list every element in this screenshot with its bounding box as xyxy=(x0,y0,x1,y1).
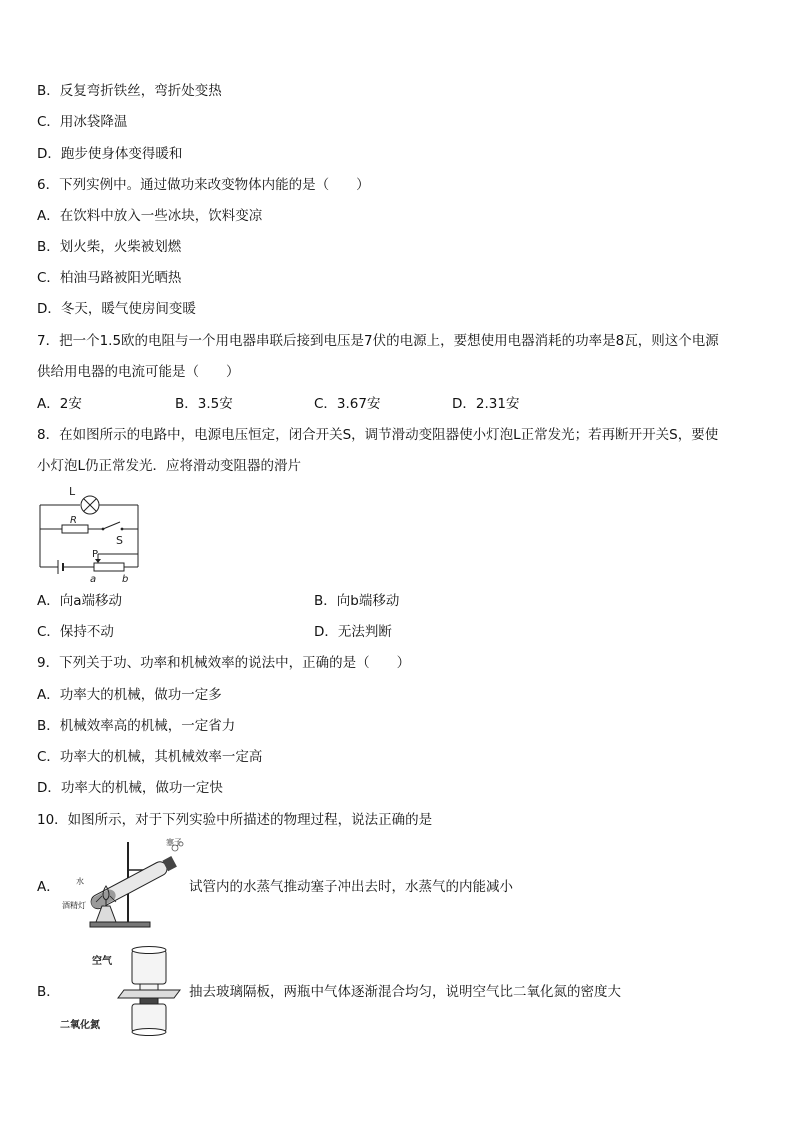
q10-gas-diffusion-figure xyxy=(58,944,188,1038)
prev-option-b: B．反复弯折铁丝，弯折处变热 xyxy=(37,83,222,99)
label-resistor: R xyxy=(70,515,77,526)
bottom-bottle-shape xyxy=(132,1004,166,1032)
q6-option-d: D．冬天，暖气使房间变暖 xyxy=(37,301,196,317)
switch-symbol xyxy=(103,522,120,529)
q6-option-b: B．划火柴，火柴被划燃 xyxy=(37,239,182,255)
q9-option-b: B．机械效率高的机械，一定省力 xyxy=(37,718,236,734)
q10-option-b-text: 抽去玻璃隔板，两瓶中气体逐渐混合均匀，说明空气比二氧化氮的密度大 xyxy=(189,984,621,1000)
q10-option-a-text: 试管内的水蒸气推动塞子冲出去时，水蒸气的内能减小 xyxy=(189,879,513,895)
label-stopper: 塞子 xyxy=(166,838,182,847)
prev-option-d: D．跑步使身体变得暖和 xyxy=(37,146,183,162)
prev-option-c: C．用冰袋降温 xyxy=(37,114,128,130)
label-end-a: a xyxy=(90,574,97,585)
top-bottle-shape xyxy=(132,950,166,984)
q8-option-a: A．向a端移动 xyxy=(37,593,123,609)
label-nitrogen-dioxide: 二氧化氮 xyxy=(60,1020,100,1031)
q8-circuit-diagram xyxy=(36,484,146,586)
label-end-b: b xyxy=(122,574,129,585)
q7-option-d: D．2.31安 xyxy=(452,396,520,412)
q10-test-tube-figure xyxy=(58,836,188,934)
glass-plate-shape xyxy=(118,990,180,998)
q10-option-a-letter: A． xyxy=(37,879,60,895)
q7-stem-line1: 7．把一个1.5欧的电阻与一个用电器串联后接到电压是7伏的电源上，要想使用电器消耗的功率是8瓦，则这个电源 xyxy=(37,333,719,349)
resistor-symbol xyxy=(62,525,88,533)
q9-option-c: C．功率大的机械，其机械效率一定高 xyxy=(37,749,263,765)
label-water: 水 xyxy=(76,877,84,886)
label-alcohol-lamp: 酒精灯 xyxy=(62,901,86,910)
q10-stem: 10．如图所示，对于下列实验中所描述的物理过程，说法正确的是 xyxy=(37,812,433,828)
label-air: 空气 xyxy=(92,956,112,967)
q8-stem-line1: 8．在如图所示的电路中，电源电压恒定，闭合开关S，调节滑动变阻器使小灯泡L正常发光；若再断开开关S，要使 xyxy=(37,427,719,443)
label-switch: S xyxy=(116,534,123,547)
label-slider: P xyxy=(92,549,99,560)
q7-option-b: B．3.5安 xyxy=(175,396,233,412)
rheostat-symbol xyxy=(94,563,124,571)
q9-option-a: A．功率大的机械，做功一定多 xyxy=(37,687,222,703)
q6-option-c: C．柏油马路被阳光晒热 xyxy=(37,270,182,286)
q7-stem-line2: 供给用电器的电流可能是（ ） xyxy=(37,364,240,380)
q8-stem-line2: 小灯泡L仍正常发光．应将滑动变阻器的滑片 xyxy=(37,458,302,474)
q10-option-b-letter: B． xyxy=(37,984,60,1000)
q8-option-b: B．向b端移动 xyxy=(314,593,400,609)
q9-option-d: D．功率大的机械，做功一定快 xyxy=(37,780,223,796)
q8-option-d: D．无法判断 xyxy=(314,624,392,640)
q9-stem: 9．下列关于功、功率和机械效率的说法中，正确的是（ ） xyxy=(37,655,411,671)
q8-option-c: C．保持不动 xyxy=(37,624,114,640)
q7-option-a: A．2安 xyxy=(37,396,82,412)
q6-stem: 6．下列实例中。通过做功来改变物体内能的是（ ） xyxy=(37,177,370,193)
q6-option-a: A．在饮料中放入一些冰块，饮料变凉 xyxy=(37,208,263,224)
q7-option-c: C．3.67安 xyxy=(314,396,381,412)
label-lamp: L xyxy=(69,485,76,498)
